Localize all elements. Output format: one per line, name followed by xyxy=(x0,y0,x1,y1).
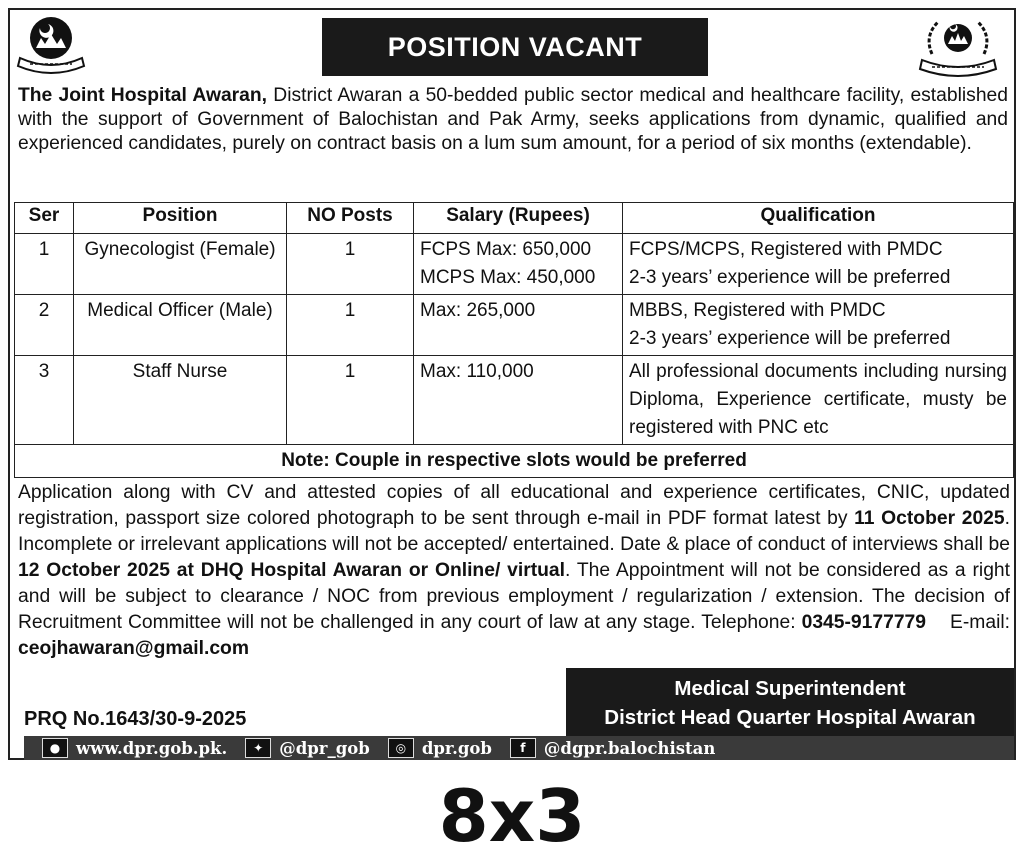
deadline-date: 11 October 2025 xyxy=(854,508,1005,529)
facebook-handle: @dgpr.balochistan xyxy=(543,738,716,758)
cell-posts: 1 xyxy=(287,295,414,356)
signature-block xyxy=(566,668,1014,736)
header-salary: Salary (Rupees) xyxy=(414,203,623,234)
signatory-office: District Head Quarter Hospital Awaran xyxy=(604,706,976,729)
cell-posts: 1 xyxy=(287,356,414,445)
table-header-row xyxy=(15,203,1014,234)
instagram-icon: ◎ xyxy=(388,738,414,758)
qualification-line: MBBS, Registered with PMDC xyxy=(629,300,886,321)
email-address: ceojhawaran@gmail.com xyxy=(18,638,249,659)
website-text: www.dpr.gob.pk. xyxy=(76,738,228,758)
cell-qualification xyxy=(623,234,1014,295)
qualification-line: FCPS/MCPS, Registered with PMDC xyxy=(629,239,943,260)
footer-bar xyxy=(24,736,1014,760)
intro-text: District Awaran a 50-bedded public sector medical and healthcare facility, established with the support of Government of Balochistan and Pak Army, seeks applications from dynamic, qualified and experienced candidates, purely on contract basis on a lum sum amount, for a period of six months (extendable). xyxy=(18,85,1008,154)
footer-facebook[interactable] xyxy=(510,738,715,758)
instructions-text: . Incomplete or irrelevant applications will not be accepted/ entertained. Date & place of conduct of interviews shall be xyxy=(18,508,1010,555)
instructions-text: . The Appointment will not be considered as a right and will be subject to clearance / NOC from previous employment / regularization / extension. The decision of Recruitment Committee will not be challenged in any court of law at any stage. Telephone: xyxy=(18,560,1011,633)
qualification-line: 2-3 years’ experience will be preferred xyxy=(629,328,951,349)
cell-salary: Max: 110,000 xyxy=(414,356,623,445)
ad-size-label: 8x3 xyxy=(438,774,586,858)
table-row xyxy=(15,295,1014,356)
header-ser: Ser xyxy=(15,203,74,234)
intro-paragraph xyxy=(18,84,1008,156)
cell-ser: 2 xyxy=(15,295,74,356)
cell-qualification xyxy=(623,295,1014,356)
telephone-number: 0345-9177779 xyxy=(801,612,926,633)
cell-posts: 1 xyxy=(287,234,414,295)
header-posts: NO Posts xyxy=(287,203,414,234)
signatory-title: Medical Superintendent xyxy=(674,677,906,700)
cell-ser: 1 xyxy=(15,234,74,295)
table-note-row xyxy=(15,445,1014,478)
cell-qualification: All professional documents including nursing Diploma, Experience certificate, musty be registered with PNC etc xyxy=(623,356,1014,445)
globe-icon: ● xyxy=(42,738,68,758)
cell-position: Staff Nurse xyxy=(74,356,287,445)
twitter-handle: @dpr_gob xyxy=(279,738,370,758)
footer-instagram[interactable] xyxy=(388,738,492,758)
prq-number: PRQ No.1643/30-9-2025 xyxy=(24,708,247,730)
facebook-icon: f xyxy=(510,738,536,758)
instructions-text: Application along with CV and attested copies of all educational and experience certificates, CNIC, updated registration, passport size colored photograph to be sent through e-mail in PDF format latest by xyxy=(18,482,1010,529)
cell-ser: 3 xyxy=(15,356,74,445)
footer-website[interactable] xyxy=(42,738,227,758)
application-instructions xyxy=(18,480,1010,662)
twitter-icon: ✦ xyxy=(245,738,271,758)
interview-details: 12 October 2025 at DHQ Hospital Awaran or Online/ virtual xyxy=(18,560,566,581)
email-label: E-mail: xyxy=(950,612,1010,633)
positions-table xyxy=(14,202,1014,478)
cell-salary: Max: 265,000 xyxy=(414,295,623,356)
advertisement xyxy=(8,8,1016,760)
cell-salary xyxy=(414,234,623,295)
balochistan-emblem-right xyxy=(916,14,1000,78)
table-note: Note: Couple in respective slots would be preferred xyxy=(15,445,1014,478)
balochistan-emblem-left xyxy=(16,14,86,78)
qualification-line: 2-3 years’ experience will be preferred xyxy=(629,267,951,288)
table-row xyxy=(15,356,1014,445)
table-row xyxy=(15,234,1014,295)
cell-position: Medical Officer (Male) xyxy=(74,295,287,356)
cell-position: Gynecologist (Female) xyxy=(74,234,287,295)
hospital-name: The Joint Hospital Awaran, xyxy=(18,85,268,106)
salary-line: MCPS Max: 450,000 xyxy=(420,267,596,288)
header-position: Position xyxy=(74,203,287,234)
instagram-handle: dpr.gob xyxy=(421,738,492,758)
footer-twitter[interactable] xyxy=(245,738,370,758)
salary-line: FCPS Max: 650,000 xyxy=(420,239,592,260)
header-qualification: Qualification xyxy=(623,203,1014,234)
page-title: POSITION VACANT xyxy=(322,18,708,76)
